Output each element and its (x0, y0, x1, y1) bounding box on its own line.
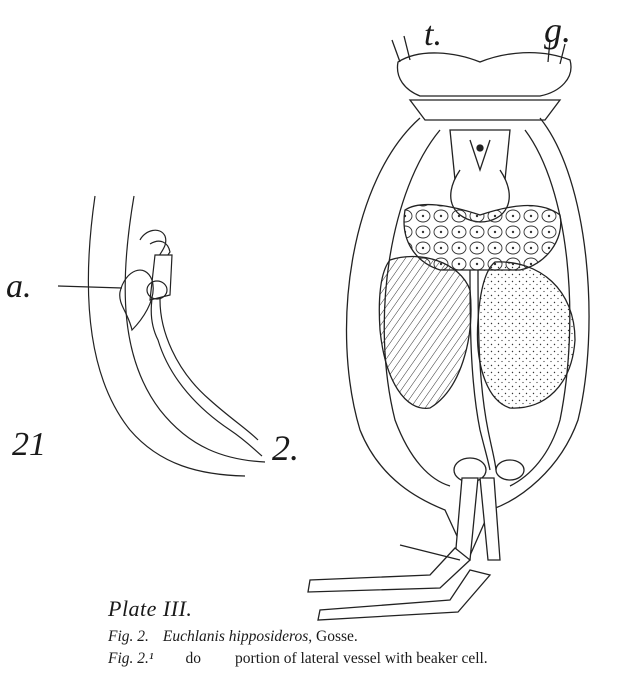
figure-2-1-vessel (58, 196, 265, 476)
label-g: g. (544, 10, 571, 50)
fig-2-1-text: portion of lateral vessel with beaker cell. (235, 650, 488, 667)
fig-2-species: Euchlanis hipposideros (162, 628, 309, 645)
fig-2-prefix: Fig. 2. (108, 628, 149, 645)
plate-title: Plate III. (108, 596, 193, 621)
plate-caption (108, 596, 628, 670)
label-a: a. (6, 268, 32, 305)
label-figure-2-1: 21 (12, 426, 46, 463)
figure-2-rotifer (308, 36, 589, 620)
caption-fig-2-1 (108, 648, 628, 670)
caption-fig-2 (108, 626, 628, 648)
label-t: t. (424, 16, 442, 53)
fig-2-author: , Gosse. (308, 628, 358, 645)
fig-2-1-do: do (185, 650, 202, 667)
label-figure-2: 2. (272, 428, 299, 468)
fig-2-1-prefix: Fig. 2.¹ (108, 650, 154, 667)
